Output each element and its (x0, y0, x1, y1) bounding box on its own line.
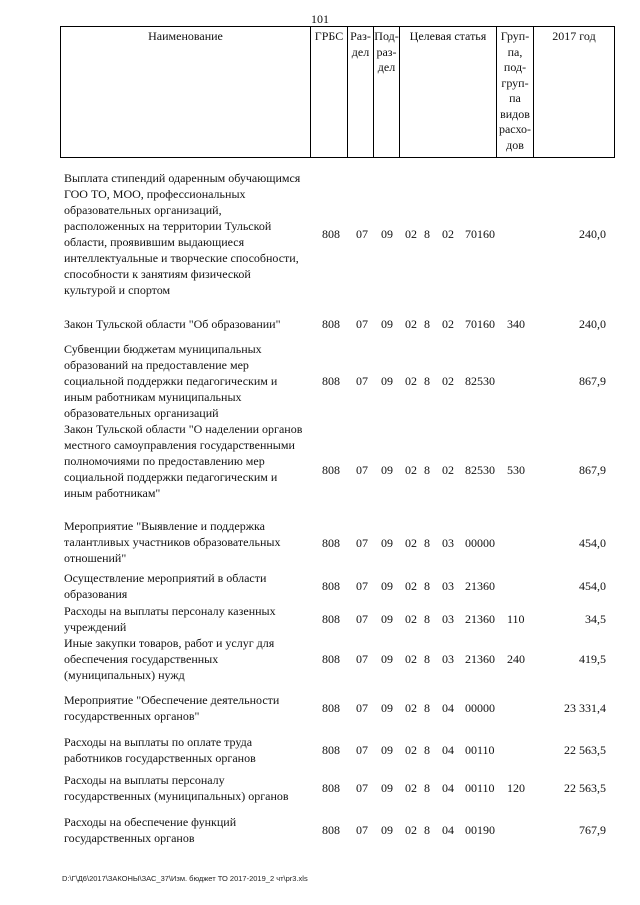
row-target-part-1: 02 (405, 374, 417, 388)
header-grbs (311, 27, 348, 157)
row-target-part-1: 02 (405, 823, 417, 837)
row-podrazdel: 09 (381, 374, 393, 388)
file-path-footer: D:\Г\Д6\2017\ЗАКОНЫ\ЗАС_37\Изм. бюджет ТО 2017-2019_2 чт\pr3.xls (62, 874, 308, 883)
row-sum: 454,0 (579, 536, 606, 550)
row-target-part-2: 8 (424, 701, 430, 715)
row-target-part-3: 04 (442, 823, 454, 837)
row-razdel: 07 (356, 536, 368, 550)
row-target-part-3: 04 (442, 781, 454, 795)
row-grbs: 808 (322, 227, 340, 241)
row-razdel: 07 (356, 227, 368, 241)
row-podrazdel: 09 (381, 781, 393, 795)
row-name: Иные закупки товаров, работ и услуг для обеспечения государственных (муниципальных) нужд (64, 636, 275, 682)
row-target-part-4: 82530 (465, 463, 495, 477)
row-razdel: 07 (356, 781, 368, 795)
row-grbs: 808 (322, 701, 340, 715)
row-grbs: 808 (322, 781, 340, 795)
row-target-part-2: 8 (424, 612, 430, 626)
header-year (534, 27, 614, 157)
row-grbs: 808 (322, 823, 340, 837)
row-grbs: 808 (322, 579, 340, 593)
row-target-part-2: 8 (424, 652, 430, 666)
row-name: Осуществление мероприятий в области образования (64, 571, 267, 601)
row-grbs: 808 (322, 374, 340, 388)
row-target-part-1: 02 (405, 227, 417, 241)
header-razdel (348, 27, 374, 157)
row-target-part-1: 02 (405, 652, 417, 666)
row-target-part-4: 21360 (465, 612, 495, 626)
row-target-part-1: 02 (405, 743, 417, 757)
row-razdel: 07 (356, 374, 368, 388)
row-target-part-4: 00110 (465, 781, 495, 795)
row-name: Расходы на выплаты персоналу государственных (муниципальных) органов (64, 773, 289, 803)
header-group (497, 27, 534, 157)
header-group-line: дов (506, 137, 524, 152)
row-sum: 767,9 (579, 823, 606, 837)
row-podrazdel: 09 (381, 652, 393, 666)
header-group-line: груп- (501, 75, 529, 90)
row-group: 120 (507, 781, 525, 795)
row-razdel: 07 (356, 612, 368, 626)
row-target-part-4: 21360 (465, 652, 495, 666)
row-name: Расходы на выплаты персоналу казенных учреждений (64, 604, 276, 634)
row-podrazdel: 09 (381, 536, 393, 550)
header-podrazdel-line: раз- (376, 44, 397, 59)
row-target-part-3: 03 (442, 536, 454, 550)
row-target-part-3: 02 (442, 374, 454, 388)
row-grbs: 808 (322, 652, 340, 666)
row-name: Выплата стипендий одаренным обучающимся ГОО ТО, МОО, профессиональных образовательных организаций, расположенных на территории Тульской области, проявившим выдающиеся интеллектуальные и творческие способности, способности к занятиям физической культурой и спортом (64, 171, 301, 297)
row-target-part-2: 8 (424, 823, 430, 837)
row-target-part-3: 03 (442, 579, 454, 593)
row-target-part-3: 02 (442, 317, 454, 331)
row-sum: 867,9 (579, 463, 606, 477)
row-target-part-1: 02 (405, 701, 417, 715)
row-sum: 867,9 (579, 374, 606, 388)
header-target (400, 27, 497, 157)
row-name: Мероприятие "Выявление и поддержка талантливых участников образовательных отношений" (64, 519, 281, 565)
row-name: Закон Тульской области "Об образовании" (64, 317, 281, 331)
row-target-part-4: 00190 (465, 823, 495, 837)
row-podrazdel: 09 (381, 823, 393, 837)
row-sum: 22 563,5 (564, 781, 606, 795)
row-target-part-2: 8 (424, 227, 430, 241)
row-target-part-1: 02 (405, 463, 417, 477)
header-podrazdel (374, 27, 400, 157)
row-target-part-2: 8 (424, 463, 430, 477)
header-razdel-line: дел (351, 44, 370, 59)
row-razdel: 07 (356, 652, 368, 666)
row-podrazdel: 09 (381, 579, 393, 593)
row-podrazdel: 09 (381, 317, 393, 331)
table-header (60, 26, 615, 158)
row-target-part-1: 02 (405, 317, 417, 331)
row-razdel: 07 (356, 743, 368, 757)
row-grbs: 808 (322, 317, 340, 331)
header-group-line: па, (507, 44, 523, 59)
header-name-label: Наименование (148, 29, 223, 43)
row-target-part-3: 03 (442, 612, 454, 626)
row-razdel: 07 (356, 463, 368, 477)
header-podrazdel-line: Под- (374, 29, 399, 43)
row-target-part-4: 00110 (465, 743, 495, 757)
row-sum: 34,5 (585, 612, 606, 626)
row-grbs: 808 (322, 536, 340, 550)
row-target-part-4: 82530 (465, 374, 495, 388)
row-target-part-2: 8 (424, 374, 430, 388)
row-name: Субвенции бюджетам муниципальных образований на предоставление мер социальной поддержки педагогическим и иным работникам муниципальных образовательных организаций (64, 342, 278, 420)
row-grbs: 808 (322, 612, 340, 626)
row-podrazdel: 09 (381, 701, 393, 715)
row-target-part-2: 8 (424, 781, 430, 795)
row-target-part-2: 8 (424, 579, 430, 593)
row-target-part-2: 8 (424, 743, 430, 757)
row-target-part-1: 02 (405, 612, 417, 626)
row-podrazdel: 09 (381, 463, 393, 477)
header-podrazdel-line: дел (377, 60, 396, 74)
row-target-part-3: 02 (442, 463, 454, 477)
row-name: Закон Тульской области "О наделении органов местного самоуправления государственными полномочиями по предоставлению мер социальной поддержки педагогическим и иным работникам" (64, 422, 303, 500)
header-razdel-line: Раз- (350, 29, 371, 43)
row-name: Расходы на выплаты по оплате труда работников государственных органов (64, 735, 256, 765)
header-grbs-label: ГРБС (314, 29, 344, 43)
row-sum: 240,0 (579, 317, 606, 331)
row-target-part-4: 00000 (465, 701, 495, 715)
row-target-part-1: 02 (405, 579, 417, 593)
row-sum: 23 331,4 (564, 701, 606, 715)
row-target-part-1: 02 (405, 536, 417, 550)
header-group-line: па (509, 91, 521, 105)
row-razdel: 07 (356, 701, 368, 715)
row-razdel: 07 (356, 823, 368, 837)
row-sum: 419,5 (579, 652, 606, 666)
row-grbs: 808 (322, 463, 340, 477)
row-podrazdel: 09 (381, 612, 393, 626)
row-group: 240 (507, 652, 525, 666)
row-target-part-4: 70160 (465, 227, 495, 241)
row-target-part-3: 03 (442, 652, 454, 666)
header-group-line: Груп- (500, 29, 530, 43)
row-target-part-3: 04 (442, 701, 454, 715)
page-number: 101 (311, 12, 329, 26)
row-razdel: 07 (356, 579, 368, 593)
row-sum: 22 563,5 (564, 743, 606, 757)
row-target-part-3: 04 (442, 743, 454, 757)
header-group-line: под- (503, 60, 527, 74)
header-group-line: расхо- (498, 122, 532, 136)
row-name: Мероприятие "Обеспечение деятельности государственных органов" (64, 693, 280, 723)
row-group: 340 (507, 317, 525, 331)
row-sum: 240,0 (579, 227, 606, 241)
row-group: 110 (507, 612, 525, 626)
row-podrazdel: 09 (381, 743, 393, 757)
row-group: 530 (507, 463, 525, 477)
row-target-part-4: 00000 (465, 536, 495, 550)
header-name (61, 27, 311, 157)
row-target-part-2: 8 (424, 536, 430, 550)
header-target-label: Целевая статья (409, 29, 487, 43)
row-target-part-4: 21360 (465, 579, 495, 593)
row-target-part-4: 70160 (465, 317, 495, 331)
row-razdel: 07 (356, 317, 368, 331)
row-target-part-1: 02 (405, 781, 417, 795)
row-grbs: 808 (322, 743, 340, 757)
row-podrazdel: 09 (381, 227, 393, 241)
header-year-label: 2017 год (552, 29, 596, 43)
row-sum: 454,0 (579, 579, 606, 593)
row-target-part-3: 02 (442, 227, 454, 241)
row-target-part-2: 8 (424, 317, 430, 331)
row-name: Расходы на обеспечение функций государственных органов (64, 815, 237, 845)
header-group-line: видов (500, 106, 530, 121)
